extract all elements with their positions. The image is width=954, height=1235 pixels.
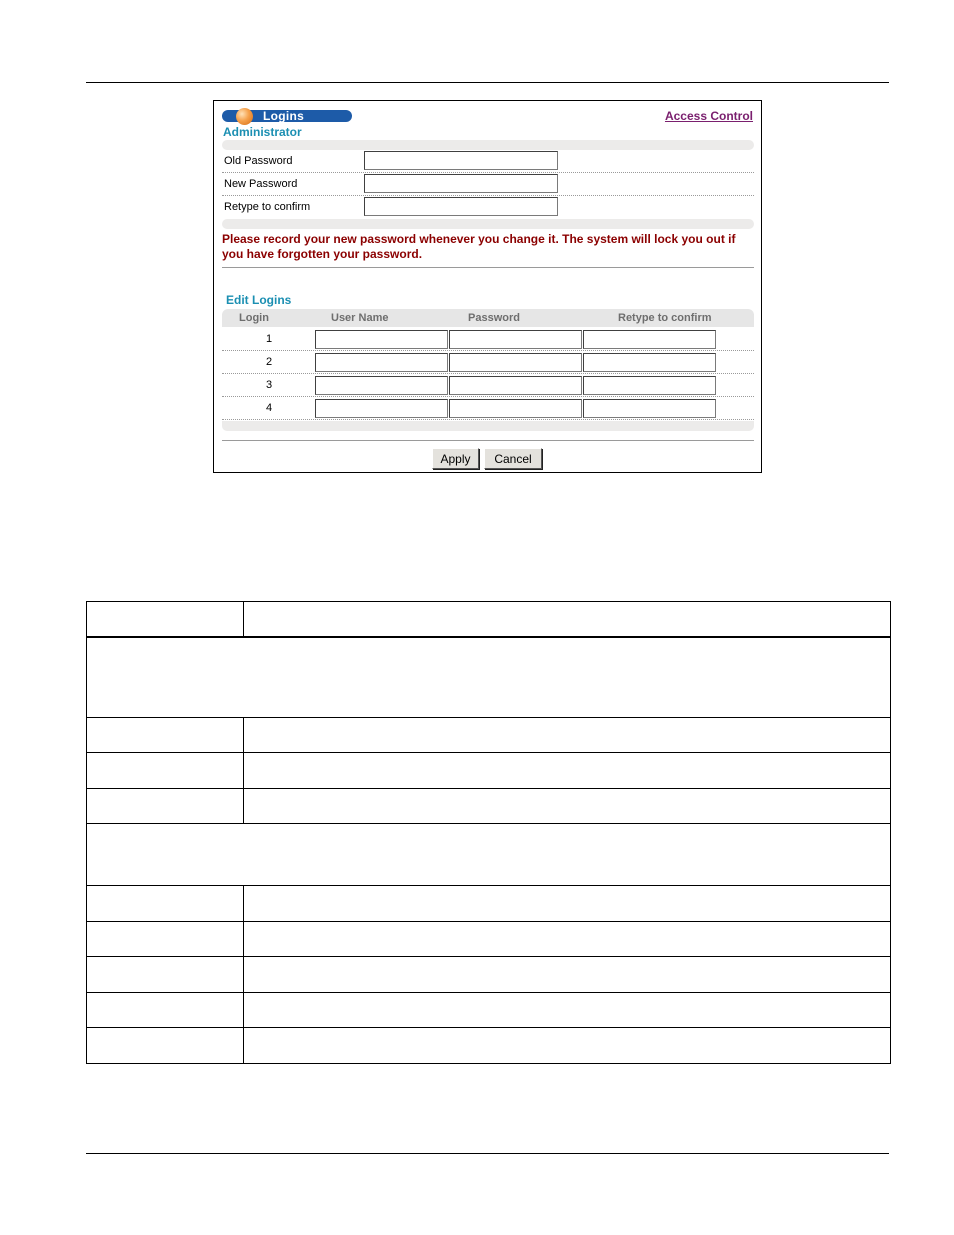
col-user-name: User Name <box>331 312 389 324</box>
orange-ball-icon <box>236 108 253 125</box>
user-name-input[interactable] <box>315 399 448 418</box>
apply-button[interactable]: Apply <box>432 448 479 469</box>
table-label-cell <box>87 886 244 922</box>
retype-password-input[interactable] <box>364 197 558 216</box>
new-password-label: New Password <box>224 178 298 190</box>
col-login: Login <box>239 312 269 324</box>
table-section-cell <box>87 637 891 718</box>
old-password-row <box>222 150 754 173</box>
new-password-input[interactable] <box>364 174 558 193</box>
divider <box>222 267 754 268</box>
table-label-cell <box>87 922 244 957</box>
table-section-cell <box>87 824 891 886</box>
table-row <box>87 886 891 922</box>
login-row <box>222 328 754 351</box>
retype-password-row <box>222 196 754 219</box>
table-description-cell <box>244 922 891 957</box>
field-description-table <box>86 601 891 1064</box>
table-section-row <box>87 824 891 886</box>
login-row <box>222 374 754 397</box>
table-header-label-cell <box>87 602 244 637</box>
login-number: 2 <box>266 356 273 368</box>
bottom-rule <box>86 1153 889 1154</box>
table-row <box>87 789 891 824</box>
login-number: 4 <box>266 402 273 414</box>
access-control-link[interactable]: Access Control <box>664 109 753 123</box>
col-password: Password <box>468 312 520 324</box>
table-description-cell <box>244 957 891 993</box>
user-name-input[interactable] <box>315 353 448 372</box>
table-description-cell <box>244 886 891 922</box>
administrator-section-title: Administrator <box>223 125 302 139</box>
logins-title: Logins <box>263 109 305 123</box>
admin-table-bottom-bar <box>222 219 754 229</box>
table-label-cell <box>87 957 244 993</box>
button-divider <box>222 440 754 441</box>
old-password-input[interactable] <box>364 151 558 170</box>
login-row <box>222 351 754 374</box>
logins-title-bar <box>222 110 352 122</box>
table-label-cell <box>87 753 244 789</box>
new-password-row <box>222 173 754 196</box>
table-row <box>87 957 891 993</box>
edit-table-bottom-bar <box>222 421 754 431</box>
retype-input[interactable] <box>583 330 716 349</box>
password-input[interactable] <box>449 353 582 372</box>
admin-table-top-bar <box>222 140 754 150</box>
cancel-button[interactable]: Cancel <box>484 448 542 469</box>
table-row <box>87 753 891 789</box>
table-section-row <box>87 637 891 718</box>
login-number: 1 <box>266 333 273 345</box>
login-row <box>222 397 754 420</box>
user-name-input[interactable] <box>315 376 448 395</box>
table-description-cell <box>244 789 891 824</box>
table-header-row <box>87 602 891 637</box>
top-rule <box>86 82 889 83</box>
table-row <box>87 718 891 753</box>
table-row <box>87 922 891 957</box>
password-input[interactable] <box>449 376 582 395</box>
password-input[interactable] <box>449 399 582 418</box>
table-label-cell <box>87 1028 244 1064</box>
login-number: 3 <box>266 379 273 391</box>
password-warning: Please record your new password whenever you change it. The system will lock you out if you have forgotten your password. <box>222 232 736 261</box>
edit-logins-section-title: Edit Logins <box>226 293 292 307</box>
table-header-description-cell <box>244 602 891 637</box>
user-name-input[interactable] <box>315 330 448 349</box>
table-label-cell <box>87 993 244 1028</box>
retype-input[interactable] <box>583 376 716 395</box>
col-retype: Retype to confirm <box>618 312 712 324</box>
retype-input[interactable] <box>583 353 716 372</box>
old-password-label: Old Password <box>224 155 293 167</box>
table-description-cell <box>244 1028 891 1064</box>
table-description-cell <box>244 993 891 1028</box>
password-input[interactable] <box>449 330 582 349</box>
table-label-cell <box>87 718 244 753</box>
retype-input[interactable] <box>583 399 716 418</box>
retype-password-label: Retype to confirm <box>224 201 311 213</box>
logins-screen <box>213 100 762 473</box>
table-row <box>87 1028 891 1064</box>
table-description-cell <box>244 718 891 753</box>
edit-logins-header <box>222 309 754 327</box>
table-label-cell <box>87 789 244 824</box>
table-row <box>87 993 891 1028</box>
table-description-cell <box>244 753 891 789</box>
